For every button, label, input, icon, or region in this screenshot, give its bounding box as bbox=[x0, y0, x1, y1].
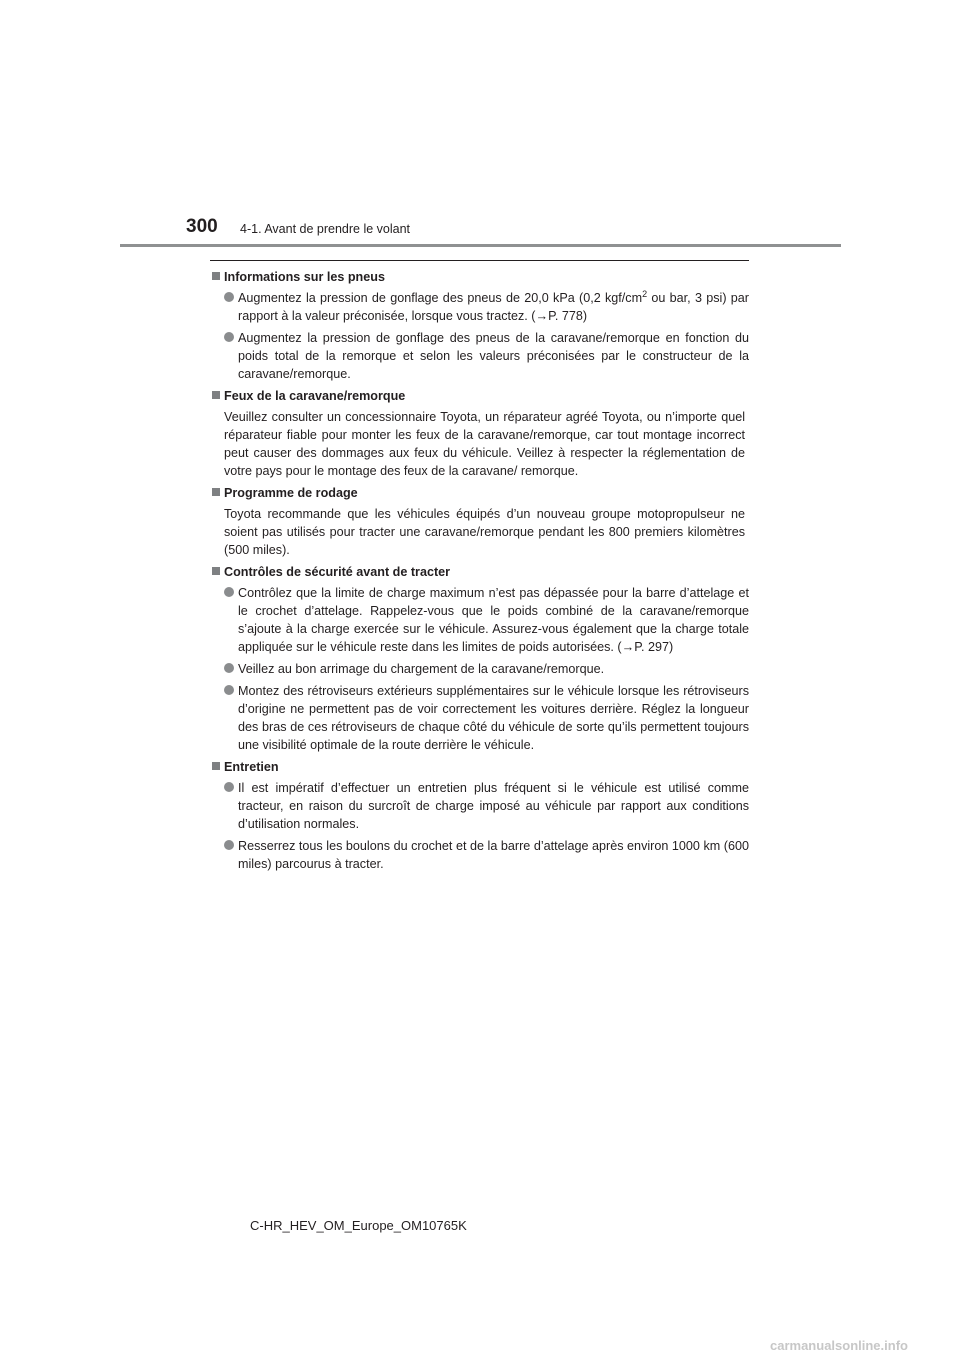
page-number: 300 bbox=[186, 216, 218, 237]
list-item-text: Contrôlez que la limite de charge maximum n’est pas dépassée pour la barre d’attelage et le crochet d’attelage. Rappelez-vous que le poids combiné de la caravane/remorque s’ajoute à la charge exercée sur le véhicule. Assurez-vous également que la charge totale appliquée sur le véhicule reste dans les limites de poids autorisées. (→P. 297) bbox=[238, 586, 749, 654]
list-item-text: Montez des rétroviseurs extérieurs supplémentaires sur le véhicule lorsque les rétroviseurs d’origine ne permettent pas de voir correctement les voitures derrière. Réglez la longueur des bras de ces rétroviseurs de chaque côté du véhicule de sorte qu’ils permettent toujours une visibilité optimale de la route derrière le véhicule. bbox=[238, 684, 749, 752]
section-heading bbox=[210, 484, 749, 502]
list-item-text: Resserrez tous les boulons du crochet et de la barre d’attelage après environ 1000 km (600 miles) parcourus à tracter. bbox=[238, 839, 749, 871]
list-item bbox=[210, 682, 749, 754]
section-heading bbox=[210, 268, 749, 286]
square-bullet-icon bbox=[212, 488, 220, 496]
list-item bbox=[210, 329, 749, 383]
section-heading bbox=[210, 387, 749, 405]
section-trailer-lights bbox=[210, 387, 749, 480]
circle-bullet-icon bbox=[224, 782, 234, 792]
chapter-title: 4-1. Avant de prendre le volant bbox=[240, 222, 411, 236]
watermark: carmanualsonline.info bbox=[770, 1338, 908, 1353]
circle-bullet-icon bbox=[224, 685, 234, 695]
square-bullet-icon bbox=[212, 567, 220, 575]
list-item-text: ou bar, 3 psi) par rapport à la valeur préconisée, lorsque vous tractez. (→P. 778) bbox=[238, 291, 749, 323]
section-heading-text: Programme de rodage bbox=[224, 486, 358, 500]
section-maintenance bbox=[210, 758, 749, 873]
page-header bbox=[0, 0, 960, 250]
section-heading-text: Informations sur les pneus bbox=[224, 270, 385, 284]
section-heading bbox=[210, 758, 749, 776]
square-bullet-icon bbox=[212, 391, 220, 399]
page-content bbox=[210, 268, 749, 877]
circle-bullet-icon bbox=[224, 332, 234, 342]
list-item bbox=[210, 779, 749, 833]
section-safety-checks bbox=[210, 563, 749, 754]
list-item bbox=[210, 660, 749, 678]
superscript: 2 bbox=[642, 288, 648, 299]
list-item-text: Augmentez la pression de gonflage des pneus de 20,0 kPa (0,2 kgf/cm bbox=[238, 291, 643, 305]
header-divider bbox=[120, 244, 841, 247]
list-item bbox=[210, 289, 749, 325]
section-tire-info bbox=[210, 268, 749, 383]
content-divider bbox=[210, 260, 749, 261]
document-id: C-HR_HEV_OM_Europe_OM10765K bbox=[250, 1218, 467, 1233]
section-heading-text: Feux de la caravane/remorque bbox=[224, 389, 406, 403]
section-heading-text: Entretien bbox=[224, 760, 279, 774]
section-break-in bbox=[210, 484, 749, 559]
list-item bbox=[210, 584, 749, 656]
list-item bbox=[210, 837, 749, 873]
section-heading bbox=[210, 563, 749, 581]
list-item-text: Veillez au bon arrimage du chargement de la caravane/remorque. bbox=[238, 662, 605, 676]
section-paragraph: Toyota recommande que les véhicules équipés d’un nouveau groupe motopropulseur ne soient pas utilisés pour tracter une caravane/remorque pendant les 800 premiers kilomètres (500 miles). bbox=[224, 507, 745, 557]
circle-bullet-icon bbox=[224, 587, 234, 597]
list-item-text: Il est impératif d’effectuer un entretien plus fréquent si le véhicule est utilisé comme tracteur, en raison du surcroît de charge imposé au véhicule par rapport aux conditions d’utilisation normales. bbox=[238, 781, 749, 831]
list-item-text: Augmentez la pression de gonflage des pneus de la caravane/remorque en fonction du poids total de la remorque et selon les valeurs préconisées par le constructeur de la caravane/remorque. bbox=[238, 331, 749, 381]
circle-bullet-icon bbox=[224, 840, 234, 850]
section-heading-text: Contrôles de sécurité avant de tracter bbox=[224, 565, 451, 579]
square-bullet-icon bbox=[212, 272, 220, 280]
square-bullet-icon bbox=[212, 762, 220, 770]
circle-bullet-icon bbox=[224, 292, 234, 302]
section-paragraph: Veuillez consulter un concessionnaire Toyota, un réparateur agréé Toyota, ou n’importe quel réparateur fiable pour monter les feux de la caravane/remorque, car tout montage incorrect peut causer des dommages aux feux du véhicule. Veillez à respecter la réglementation de votre pays pour le montage des feux de la caravane/ remorque. bbox=[224, 410, 745, 478]
circle-bullet-icon bbox=[224, 663, 234, 673]
